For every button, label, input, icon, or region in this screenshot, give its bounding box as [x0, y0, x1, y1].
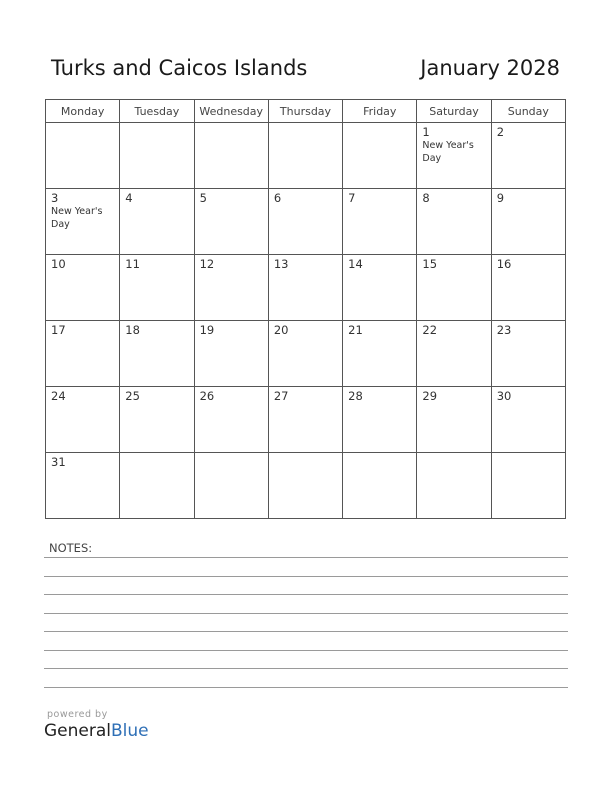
day-cell: [120, 321, 194, 387]
day-cell: [491, 123, 565, 189]
day-number: [492, 453, 565, 456]
day-number: 6: [273, 191, 282, 205]
day-number: [343, 123, 416, 126]
notes-line: [44, 557, 568, 558]
notes-line: [44, 650, 568, 651]
day-cell: [491, 189, 565, 255]
day-number: 16: [496, 257, 512, 271]
day-cell: [417, 189, 491, 255]
notes-line: [44, 668, 568, 669]
day-number: 1: [422, 125, 430, 139]
day-number: 26: [199, 389, 215, 403]
day-cell: [491, 255, 565, 321]
day-cell: [268, 189, 342, 255]
day-cell: [194, 255, 268, 321]
day-cell: [120, 189, 194, 255]
day-number: 20: [273, 323, 289, 337]
weekday-wednesday: Wednesday: [194, 100, 268, 123]
day-cell: [120, 123, 194, 189]
weekday-friday: Friday: [343, 100, 417, 123]
weekday-header-row: [46, 100, 566, 123]
day-number: [269, 453, 342, 456]
week-row: [46, 123, 566, 189]
day-number: 17: [51, 323, 66, 337]
day-number: 23: [496, 323, 512, 337]
day-number: [195, 453, 268, 456]
day-cell: [120, 453, 194, 519]
day-number: 15: [422, 257, 438, 271]
day-number: 14: [348, 257, 363, 271]
day-number: [417, 453, 490, 456]
day-number: 21: [348, 323, 363, 337]
day-cell: [491, 321, 565, 387]
holiday-label: New Year's Day: [422, 140, 474, 164]
day-cell: [417, 453, 491, 519]
day-cell: [343, 321, 417, 387]
day-cell: [343, 255, 417, 321]
brand-general-text: General: [44, 721, 111, 741]
day-number: 2: [496, 125, 505, 139]
weekday-sunday: Sunday: [491, 100, 565, 123]
day-number: [343, 453, 416, 456]
notes-line: [44, 613, 568, 614]
week-row: [46, 453, 566, 519]
day-cell: [268, 255, 342, 321]
week-row: [46, 189, 566, 255]
week-row: [46, 255, 566, 321]
day-cell: [343, 387, 417, 453]
day-cell: [491, 453, 565, 519]
brand-blue-text: Blue: [111, 721, 149, 741]
calendar-grid: [45, 99, 566, 519]
day-cell: [194, 189, 268, 255]
day-number: [195, 123, 268, 126]
day-cell: [194, 123, 268, 189]
weekday-tuesday: Tuesday: [120, 100, 194, 123]
day-cell: [417, 255, 491, 321]
notes-line: [44, 576, 568, 577]
day-cell: [120, 255, 194, 321]
day-number: 4: [125, 191, 133, 205]
day-cell: [417, 123, 491, 189]
day-cell: [268, 387, 342, 453]
day-cell: [46, 453, 120, 519]
day-cell: [46, 255, 120, 321]
week-row: [46, 321, 566, 387]
day-number: 9: [496, 191, 505, 205]
week-row: [46, 387, 566, 453]
day-cell: [491, 387, 565, 453]
weekday-monday: Monday: [46, 100, 120, 123]
notes-label: NOTES:: [49, 541, 93, 555]
notes-line: [44, 687, 568, 688]
day-cell: [194, 453, 268, 519]
day-cell: [268, 123, 342, 189]
day-number: 10: [51, 257, 66, 271]
day-cell: [46, 123, 120, 189]
powered-by-text: powered by: [47, 709, 108, 720]
day-number: 30: [496, 389, 512, 403]
day-number: 8: [422, 191, 430, 205]
day-number: 25: [125, 389, 140, 403]
generalblue-logo[interactable]: [44, 721, 149, 741]
day-number: [120, 123, 193, 126]
day-number: 12: [199, 257, 215, 271]
day-number: 11: [125, 257, 140, 271]
day-cell: [120, 387, 194, 453]
notes-line: [44, 631, 568, 632]
notes-line: [44, 594, 568, 595]
day-cell: [46, 321, 120, 387]
day-cell: [194, 387, 268, 453]
weekday-thursday: Thursday: [268, 100, 342, 123]
day-number: 27: [273, 389, 289, 403]
day-cell: [268, 321, 342, 387]
day-number: 19: [199, 323, 215, 337]
day-number: 3: [51, 191, 59, 205]
day-cell: [46, 189, 120, 255]
holiday-label: New Year's Day: [51, 206, 103, 230]
day-number: 18: [125, 323, 140, 337]
day-number: [269, 123, 342, 126]
day-cell: [417, 321, 491, 387]
country-title: Turks and Caicos Islands: [51, 56, 308, 80]
day-number: 13: [273, 257, 289, 271]
day-number: 29: [422, 389, 438, 403]
day-number: [120, 453, 193, 456]
day-cell: [194, 321, 268, 387]
weekday-saturday: Saturday: [417, 100, 491, 123]
day-cell: [268, 453, 342, 519]
day-cell: [46, 387, 120, 453]
month-title: January 2028: [420, 56, 560, 80]
day-number: [46, 123, 119, 126]
day-cell: [417, 387, 491, 453]
day-cell: [343, 123, 417, 189]
day-number: 7: [348, 191, 356, 205]
day-number: 5: [199, 191, 207, 205]
day-cell: [343, 453, 417, 519]
day-number: 28: [348, 389, 363, 403]
day-cell: [343, 189, 417, 255]
day-number: 31: [51, 455, 66, 469]
day-number: 22: [422, 323, 438, 337]
day-number: 24: [51, 389, 66, 403]
